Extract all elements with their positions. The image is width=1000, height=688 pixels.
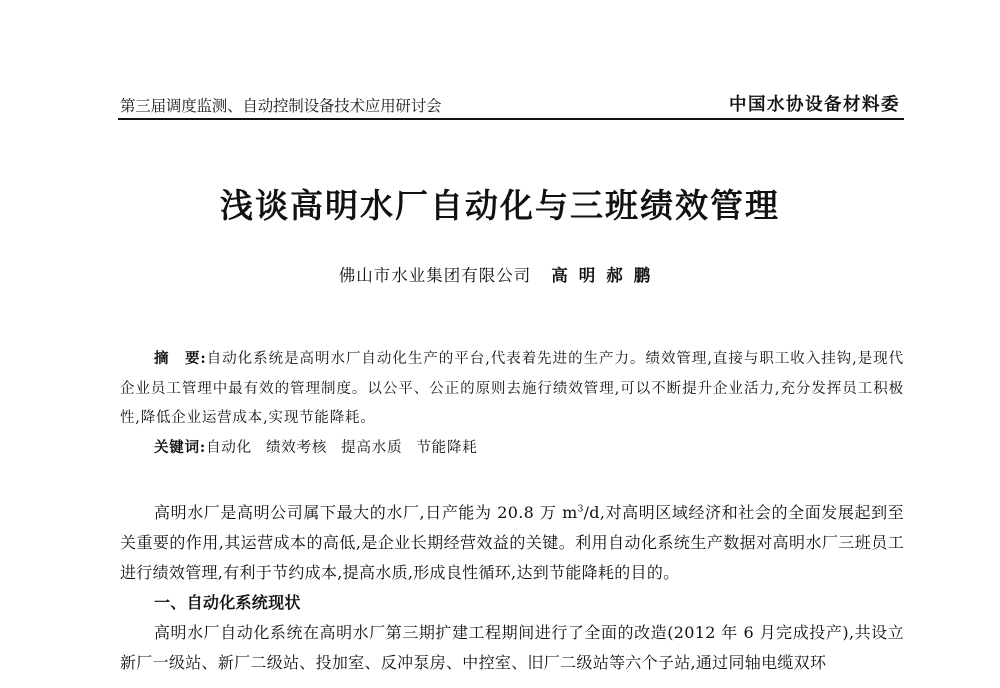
conference-name: 第三届调度监测、自动控制设备技术应用研讨会 (120, 97, 442, 115)
keyword: 节能降耗 (416, 440, 478, 456)
paper-title: 浅谈高明水厂自动化与三班绩效管理 (220, 186, 780, 225)
abstract-text: 自动化系统是高明水厂自动化生产的平台,代表着先进的生产力。绩效管理,直接与职工收入挂钩,是现代企业员工管理中最有效的管理制度。以公平、公正的原则去施行绩效管理,可以不断提升企业活力,充分发挥员工积极性,降低企业运营成本,实现节能降耗。 (120, 351, 904, 426)
committee-name: 中国水协设备材料委 (729, 95, 900, 115)
abstract-label: 摘 要: (154, 350, 207, 367)
byline (0, 262, 1000, 286)
author-name: 高明郝鹏 (551, 266, 662, 285)
paragraph-text: 高明水厂是高明公司属下最大的水厂,日产能为 20.8 万 m (154, 503, 578, 522)
superscript: 3 (577, 504, 584, 515)
keyword: 绩效考核 (265, 440, 328, 456)
paragraph (120, 498, 904, 588)
keyword: 提高水质 (341, 440, 403, 456)
paragraph: 高明水厂自动化系统在高明水厂第三期扩建工程期间进行了全面的改造(2012 年 6 月完成投产),共设立新厂一级站、新厂二级站、投加室、反冲泵房、中控室、旧厂二级站等六个子站,通过同轴电缆双环 (120, 623, 904, 672)
section-heading: 一、自动化系统现状 (154, 593, 301, 612)
body-text (120, 498, 904, 678)
abstract (120, 344, 904, 434)
header-divider (118, 118, 904, 120)
keyword: 自动化 (206, 440, 252, 456)
keywords-label: 关键词: (154, 439, 207, 456)
keywords (154, 436, 492, 457)
author-organization: 佛山市水业集团有限公司 (338, 266, 532, 285)
paragraph-text: /d,对高明区域经济和社会的全面发展起到至关重要的作用,其运营成本的高低,是企业长期经营效益的关键。利用自动化系统生产数据对高明水厂三班员工进行绩效管理,有利于节约成本,提高水质,形成良性循环,达到节能降耗的目的。 (120, 503, 904, 582)
